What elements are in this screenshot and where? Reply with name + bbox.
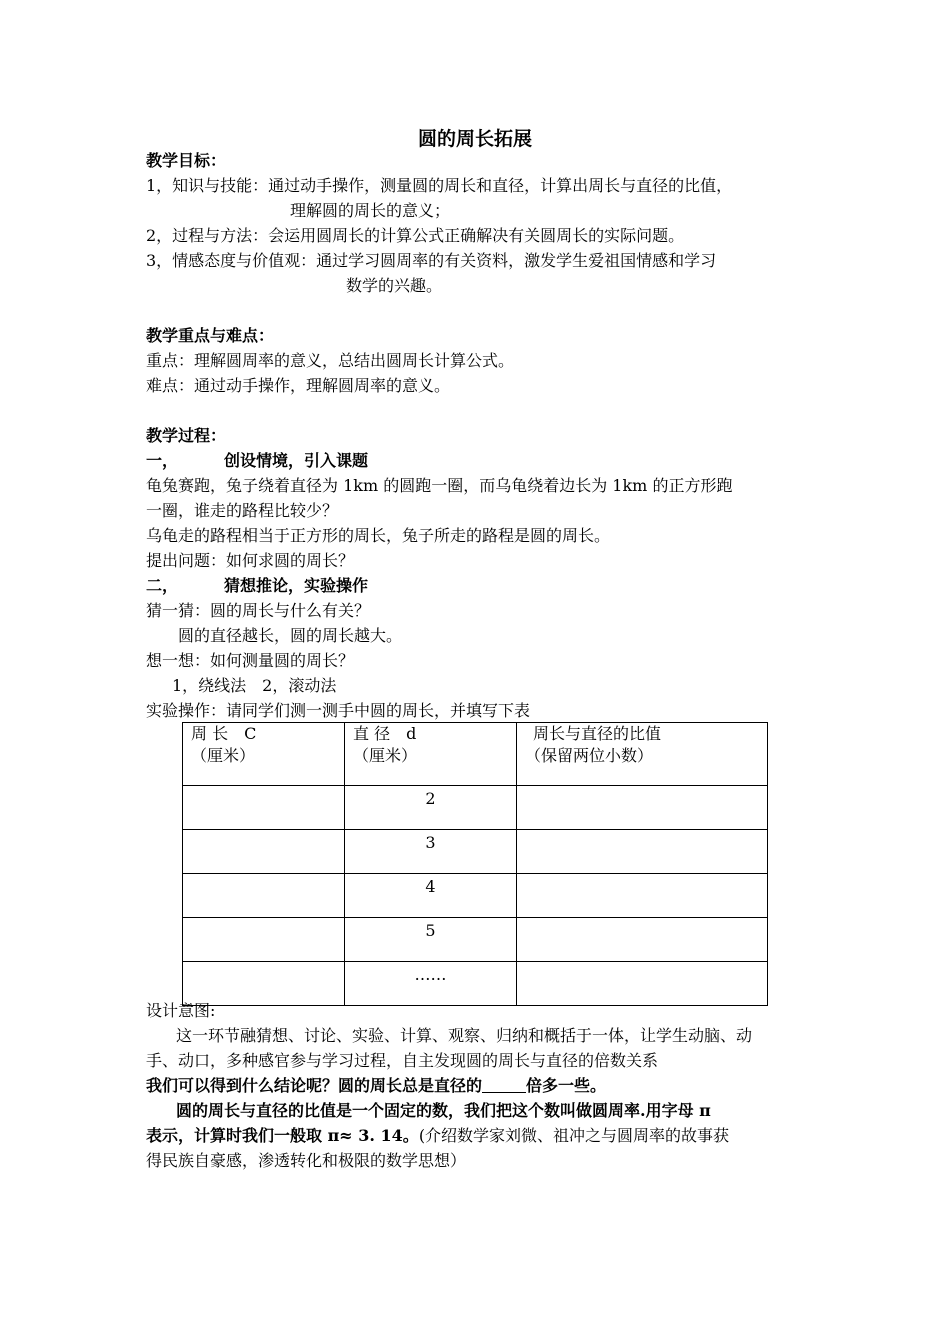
pi-value-statement: 表示，计算时我们一般取 π≈ 3. 14。 xyxy=(146,1126,419,1145)
design-text-line-2: 手、动口，多种感官参与学习过程，自主发现圆的周长与直径的倍数关系 xyxy=(146,1051,659,1070)
pi-definition-line-3: 得民族自豪感，渗透转化和极限的数学思想） xyxy=(146,1151,467,1170)
page-title: 圆的周长拓展 xyxy=(417,128,532,150)
conclusion-question-end: 倍多一些。 xyxy=(526,1076,607,1095)
table-row xyxy=(183,786,768,830)
ratio-cell[interactable] xyxy=(517,874,768,918)
table-header-row xyxy=(183,723,768,786)
goal-1-line-1: 1，知识与技能：通过动手操作，测量圆的周长和直径，计算出周长与直径的比值， xyxy=(146,176,733,195)
header-diameter-label: 直 径 d xyxy=(353,724,417,743)
process-heading: 教学过程： xyxy=(146,426,227,445)
measure-methods: 1，绕线法 2，滚动法 xyxy=(172,676,337,695)
conclusion-question xyxy=(146,1075,606,1097)
header-circumference-unit: （厘米） xyxy=(191,746,256,765)
pi-definition-line-1: 圆的周长与直径的比值是一个固定的数，我们把这个数叫做圆周率.用字母 π xyxy=(176,1101,711,1120)
goal-3-line-2: 数学的兴趣。 xyxy=(346,276,443,295)
keypoints-heading: 教学重点与难点： xyxy=(146,326,275,345)
header-circumference-label: 周 长 C xyxy=(191,724,257,743)
diameter-cell: 3 xyxy=(345,830,517,874)
story-explanation: 乌龟走的路程相当于正方形的周长，兔子所走的路程是圆的周长。 xyxy=(146,526,611,545)
section-1-title: 创设情境，引入课题 xyxy=(224,451,369,470)
ratio-cell[interactable] xyxy=(517,830,768,874)
diameter-cell: 4 xyxy=(345,874,517,918)
table-row xyxy=(183,918,768,962)
section-1-number: 一， xyxy=(146,451,179,470)
circumference-cell[interactable] xyxy=(183,874,345,918)
diameter-cell: 2 xyxy=(345,786,517,830)
diameter-cell: …… xyxy=(345,962,517,1006)
table-row xyxy=(183,962,768,1006)
ratio-cell[interactable] xyxy=(517,962,768,1006)
conclusion-question-start: 我们可以得到什么结论呢？圆的周长总是直径的 xyxy=(146,1076,483,1095)
story-line-1: 龟兔赛跑，兔子绕着直径为 1km 的圆跑一圈，而乌龟绕着边长为 1km 的正方形跑 xyxy=(146,476,733,495)
circumference-cell[interactable] xyxy=(183,918,345,962)
design-text-line-1: 这一环节融猜想、讨论、实验、计算、观察、归纳和概括于一体，让学生动脑、动 xyxy=(176,1026,753,1045)
circumference-cell[interactable] xyxy=(183,786,345,830)
pi-history-note: (介绍数学家刘微、祖冲之与圆周率的故事获 xyxy=(418,1126,730,1145)
header-ratio-label: 周长与直径的比值 xyxy=(533,724,662,743)
header-ratio-note: （保留两位小数） xyxy=(525,746,654,765)
diameter-cell: 5 xyxy=(345,918,517,962)
section-2-number: 二， xyxy=(146,576,179,595)
table-row xyxy=(183,830,768,874)
pi-definition-line-2 xyxy=(146,1125,729,1147)
header-diameter xyxy=(345,723,517,786)
goal-3-line-1: 3，情感态度与价值观：通过学习圆周率的有关资料，激发学生爱祖国情感和学习 xyxy=(146,251,717,270)
guess-answer: 圆的直径越长，圆的周长越大。 xyxy=(178,626,403,645)
key-point: 重点：理解圆周率的意义，总结出圆周长计算公式。 xyxy=(146,351,515,370)
header-circumference xyxy=(183,723,345,786)
fill-in-blank[interactable] xyxy=(482,1076,526,1093)
section-2-title: 猜想推论，实验操作 xyxy=(224,576,369,595)
question-prompt: 提出问题：如何求圆的周长？ xyxy=(146,551,355,570)
experiment-instruction: 实验操作：请同学们测一测手中圆的周长，并填写下表 xyxy=(146,701,531,720)
ratio-cell[interactable] xyxy=(517,918,768,962)
goals-heading: 教学目标： xyxy=(146,151,227,170)
header-diameter-unit: （厘米） xyxy=(353,746,418,765)
header-ratio xyxy=(517,723,768,786)
section-2-heading xyxy=(146,575,368,597)
story-line-2: 一圈，谁走的路程比较少？ xyxy=(146,501,339,520)
design-heading: 设计意图: xyxy=(146,1001,216,1020)
section-1-heading xyxy=(146,450,368,472)
guess-question: 猜一猜：圆的周长与什么有关？ xyxy=(146,601,371,620)
table-row xyxy=(183,874,768,918)
circumference-cell[interactable] xyxy=(183,830,345,874)
experiment-table xyxy=(182,722,768,1006)
difficulty-point: 难点：通过动手操作，理解圆周率的意义。 xyxy=(146,376,451,395)
goal-2: 2，过程与方法：会运用圆周长的计算公式正确解决有关圆周长的实际问题。 xyxy=(146,226,685,245)
think-question: 想一想：如何测量圆的周长？ xyxy=(146,651,355,670)
ratio-cell[interactable] xyxy=(517,786,768,830)
goal-1-line-2: 理解圆的周长的意义； xyxy=(290,201,451,220)
circumference-cell[interactable] xyxy=(183,962,345,1006)
